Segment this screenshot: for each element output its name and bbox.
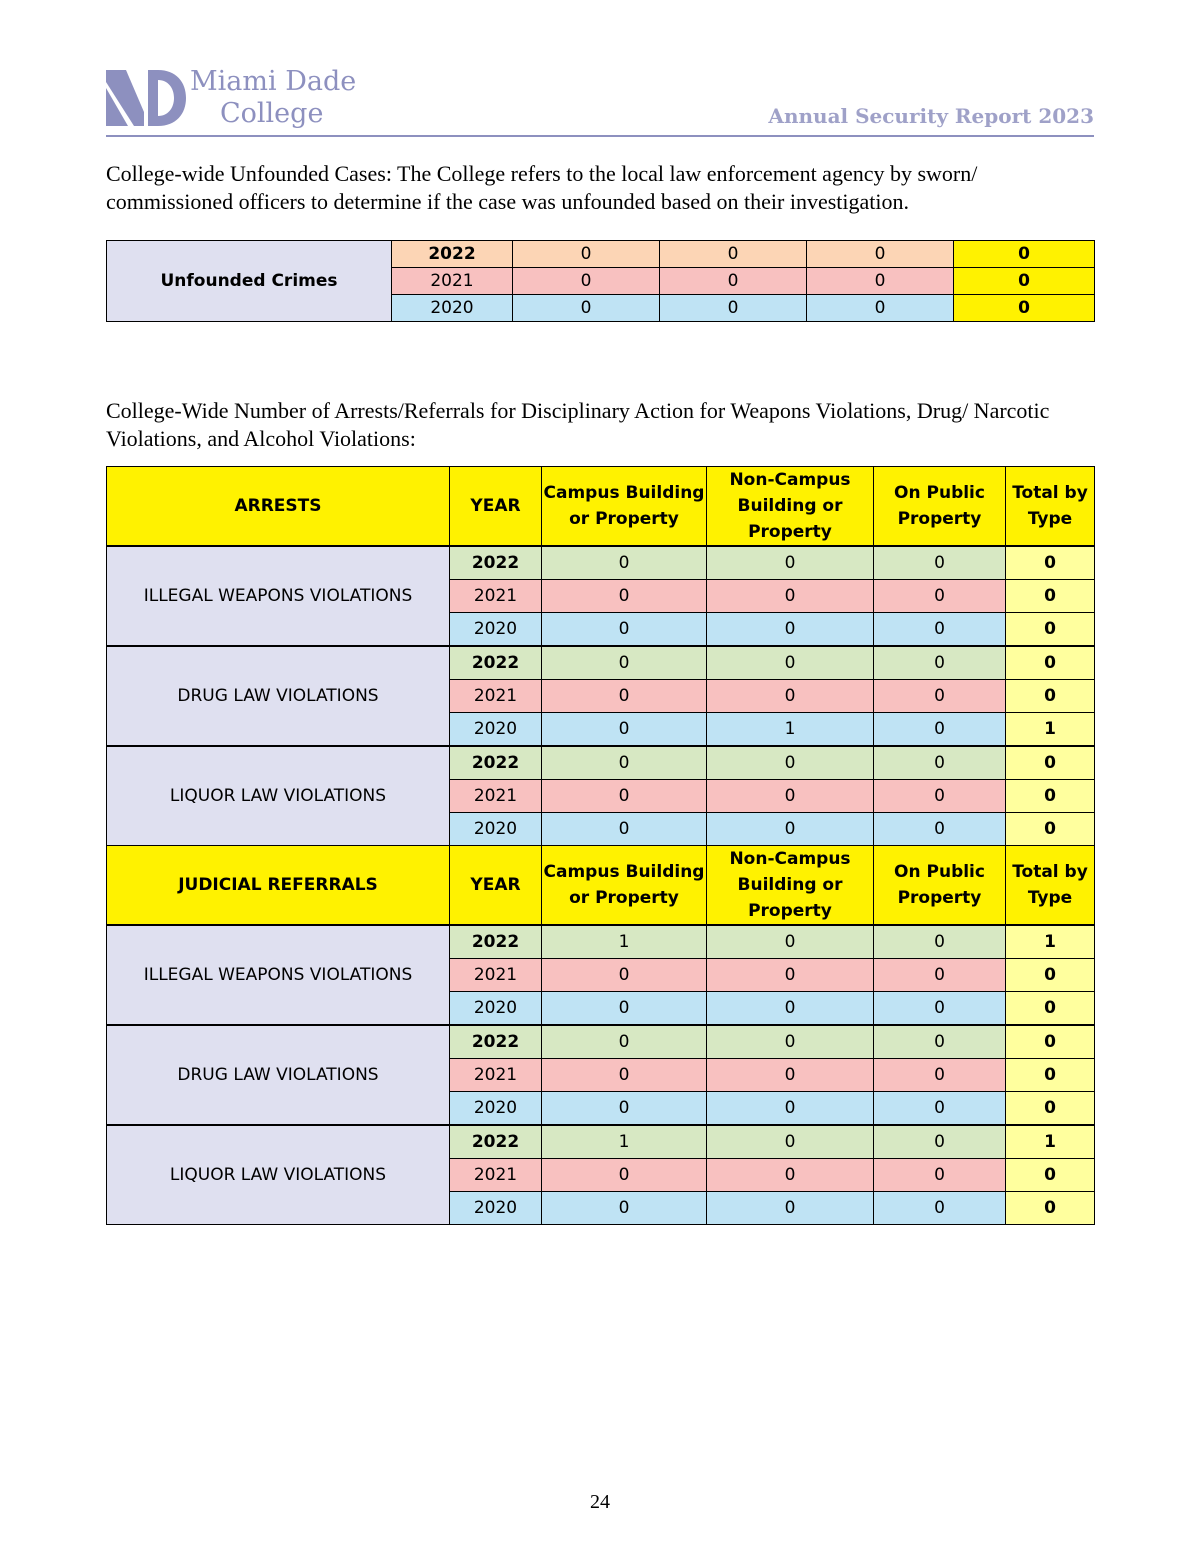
noncampus-cell: 0 xyxy=(707,813,874,846)
noncampus-cell: 0 xyxy=(707,780,874,813)
noncampus-cell: 0 xyxy=(707,580,874,613)
public-cell: 0 xyxy=(874,813,1006,846)
total-cell: 0 xyxy=(1006,1092,1095,1126)
public-cell: 0 xyxy=(874,1059,1006,1092)
campus-cell: 0 xyxy=(513,268,660,295)
public-cell: 0 xyxy=(874,1125,1006,1159)
total-cell: 0 xyxy=(1006,1159,1095,1192)
year-cell: 2022 xyxy=(450,1025,542,1059)
year-cell: 2021 xyxy=(450,680,542,713)
total-cell: 0 xyxy=(1006,992,1095,1026)
campus-header: Campus Building or Property xyxy=(542,846,707,926)
campus-cell: 1 xyxy=(542,925,707,959)
public-cell: 0 xyxy=(874,680,1006,713)
year-header: YEAR xyxy=(450,467,542,547)
noncampus-cell: 1 xyxy=(707,713,874,747)
campus-cell: 0 xyxy=(542,1092,707,1126)
total-cell: 0 xyxy=(1006,1192,1095,1225)
year-cell: 2022 xyxy=(450,925,542,959)
noncampus-cell: 0 xyxy=(707,1192,874,1225)
total-cell: 0 xyxy=(1006,646,1095,680)
public-cell: 0 xyxy=(807,241,954,268)
year-cell: 2022 xyxy=(450,646,542,680)
college-logo-text xyxy=(190,66,356,130)
public-cell: 0 xyxy=(874,925,1006,959)
unfounded-crimes-table xyxy=(106,240,1095,322)
total-cell: 0 xyxy=(1006,1025,1095,1059)
header-divider xyxy=(106,135,1094,137)
year-cell: 2021 xyxy=(450,959,542,992)
year-cell: 2021 xyxy=(392,268,513,295)
public-cell: 0 xyxy=(874,780,1006,813)
year-cell: 2021 xyxy=(450,1059,542,1092)
total-cell: 0 xyxy=(954,241,1095,268)
total-header: Total by Type xyxy=(1006,467,1095,547)
public-cell: 0 xyxy=(874,646,1006,680)
violation-label: ILLEGAL WEAPONS VIOLATIONS xyxy=(107,925,450,1025)
total-cell: 0 xyxy=(1006,813,1095,846)
noncampus-header: Non-Campus Building or Property xyxy=(707,846,874,926)
violation-label: DRUG LAW VIOLATIONS xyxy=(107,646,450,746)
public-cell: 0 xyxy=(874,546,1006,580)
total-cell: 1 xyxy=(1006,1125,1095,1159)
campus-cell: 0 xyxy=(542,1025,707,1059)
table-header-row xyxy=(107,467,1095,547)
noncampus-cell: 0 xyxy=(707,1159,874,1192)
year-cell: 2020 xyxy=(450,613,542,647)
arrests-paragraph: College-Wide Number of Arrests/Referrals for Disciplinary Action for Weapons Violations, Drug/ Narcotic Violations, and Alcohol Violations: xyxy=(106,398,1050,451)
year-cell: 2021 xyxy=(450,780,542,813)
year-cell: 2020 xyxy=(392,295,513,322)
public-cell: 0 xyxy=(874,1025,1006,1059)
public-cell: 0 xyxy=(874,613,1006,647)
table-row xyxy=(107,646,1095,680)
total-cell: 0 xyxy=(1006,746,1095,780)
section-header: JUDICIAL REFERRALS xyxy=(107,846,450,926)
table-row xyxy=(107,1125,1095,1159)
total-cell: 0 xyxy=(1006,1059,1095,1092)
public-header: On Public Property xyxy=(874,467,1006,547)
noncampus-cell: 0 xyxy=(707,746,874,780)
campus-cell: 0 xyxy=(513,295,660,322)
page-header xyxy=(106,66,1094,136)
campus-cell: 0 xyxy=(513,241,660,268)
year-cell: 2022 xyxy=(450,1125,542,1159)
noncampus-cell: 0 xyxy=(707,992,874,1026)
year-cell: 2020 xyxy=(450,992,542,1026)
report-title: Annual Security Report 2023 xyxy=(768,104,1094,128)
noncampus-cell: 0 xyxy=(707,959,874,992)
total-cell: 1 xyxy=(1006,925,1095,959)
year-cell: 2022 xyxy=(450,746,542,780)
public-cell: 0 xyxy=(874,1192,1006,1225)
campus-cell: 0 xyxy=(542,646,707,680)
year-cell: 2020 xyxy=(450,813,542,846)
campus-cell: 0 xyxy=(542,780,707,813)
public-cell: 0 xyxy=(874,959,1006,992)
logo-line-2: College xyxy=(220,98,324,129)
total-cell: 1 xyxy=(1006,713,1095,747)
noncampus-cell: 0 xyxy=(660,268,807,295)
noncampus-cell: 0 xyxy=(707,1059,874,1092)
campus-cell: 0 xyxy=(542,1192,707,1225)
noncampus-cell: 0 xyxy=(707,1025,874,1059)
total-cell: 0 xyxy=(1006,613,1095,647)
campus-cell: 0 xyxy=(542,680,707,713)
violation-label: ILLEGAL WEAPONS VIOLATIONS xyxy=(107,546,450,646)
noncampus-cell: 0 xyxy=(660,295,807,322)
unfounded-paragraph: College-wide Unfounded Cases: The College refers to the local law enforcement agency by sworn/ commissioned officers to determine if the case was unfounded based on their investigation. xyxy=(106,161,978,214)
noncampus-cell: 0 xyxy=(707,1092,874,1126)
campus-cell: 0 xyxy=(542,613,707,647)
logo-line-1: Miami Dade xyxy=(190,66,357,97)
table-row xyxy=(107,1025,1095,1059)
public-cell: 0 xyxy=(874,713,1006,747)
year-header: YEAR xyxy=(450,846,542,926)
campus-cell: 0 xyxy=(542,546,707,580)
noncampus-cell: 0 xyxy=(707,1125,874,1159)
public-cell: 0 xyxy=(807,295,954,322)
year-cell: 2020 xyxy=(450,1092,542,1126)
table-row xyxy=(107,746,1095,780)
section-header: ARRESTS xyxy=(107,467,450,547)
table-header-row xyxy=(107,846,1095,926)
arrests-referrals-table xyxy=(106,466,1095,1225)
total-cell: 0 xyxy=(1006,546,1095,580)
college-logo-icon xyxy=(106,70,186,126)
violation-label: LIQUOR LAW VIOLATIONS xyxy=(107,746,450,846)
campus-cell: 0 xyxy=(542,959,707,992)
table-row xyxy=(107,546,1095,580)
noncampus-cell: 0 xyxy=(660,241,807,268)
public-cell: 0 xyxy=(874,1092,1006,1126)
total-cell: 0 xyxy=(954,295,1095,322)
campus-cell: 1 xyxy=(542,1125,707,1159)
total-cell: 0 xyxy=(1006,680,1095,713)
year-cell: 2022 xyxy=(450,546,542,580)
public-header: On Public Property xyxy=(874,846,1006,926)
total-cell: 0 xyxy=(954,268,1095,295)
public-cell: 0 xyxy=(874,992,1006,1026)
year-cell: 2021 xyxy=(450,580,542,613)
year-cell: 2021 xyxy=(450,1159,542,1192)
campus-header: Campus Building or Property xyxy=(542,467,707,547)
table-row xyxy=(107,241,1095,268)
public-cell: 0 xyxy=(874,580,1006,613)
public-cell: 0 xyxy=(874,1159,1006,1192)
year-cell: 2022 xyxy=(392,241,513,268)
campus-cell: 0 xyxy=(542,746,707,780)
noncampus-cell: 0 xyxy=(707,925,874,959)
noncampus-cell: 0 xyxy=(707,613,874,647)
noncampus-header: Non-Campus Building or Property xyxy=(707,467,874,547)
year-cell: 2020 xyxy=(450,713,542,747)
total-header: Total by Type xyxy=(1006,846,1095,926)
noncampus-cell: 0 xyxy=(707,546,874,580)
campus-cell: 0 xyxy=(542,813,707,846)
campus-cell: 0 xyxy=(542,1059,707,1092)
noncampus-cell: 0 xyxy=(707,646,874,680)
campus-cell: 0 xyxy=(542,992,707,1026)
noncampus-cell: 0 xyxy=(707,680,874,713)
campus-cell: 0 xyxy=(542,713,707,747)
year-cell: 2020 xyxy=(450,1192,542,1225)
violation-label: DRUG LAW VIOLATIONS xyxy=(107,1025,450,1125)
total-cell: 0 xyxy=(1006,780,1095,813)
public-cell: 0 xyxy=(874,746,1006,780)
total-cell: 0 xyxy=(1006,580,1095,613)
campus-cell: 0 xyxy=(542,1159,707,1192)
campus-cell: 0 xyxy=(542,580,707,613)
page-number: 24 xyxy=(590,1491,610,1513)
unfounded-crimes-label: Unfounded Crimes xyxy=(107,241,392,322)
total-cell: 0 xyxy=(1006,959,1095,992)
violation-label: LIQUOR LAW VIOLATIONS xyxy=(107,1125,450,1225)
table-row xyxy=(107,925,1095,959)
public-cell: 0 xyxy=(807,268,954,295)
